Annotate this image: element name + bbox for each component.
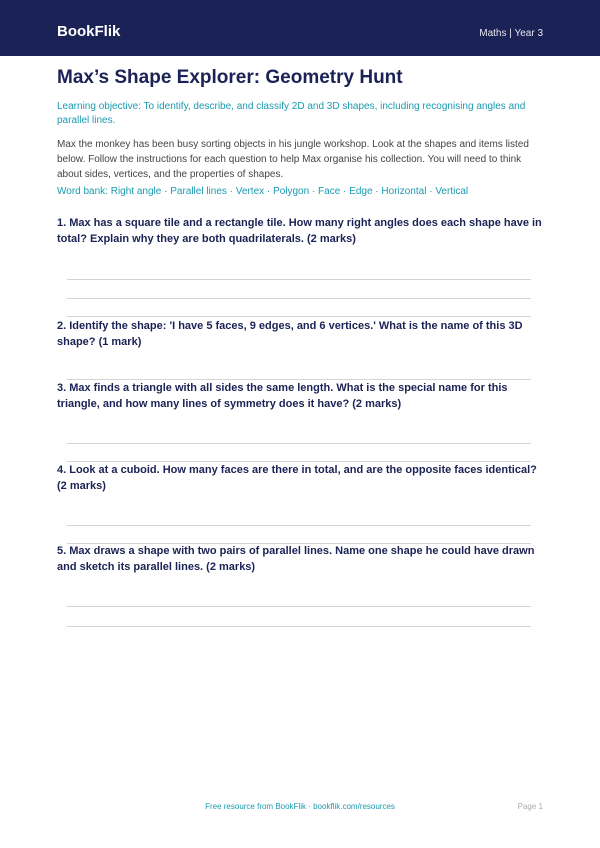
footer-source: Free resource from BookFlik · bookflik.com/resources	[205, 802, 395, 811]
question-5: 5. Max draws a shape with two pairs of parallel lines. Name one shape he could have drawn and sketch its parallel lines. (2 marks)	[57, 545, 535, 573]
answer-line[interactable]	[67, 279, 531, 280]
word-bank: Word bank: Right angle · Parallel lines · Vertex · Polygon · Face · Edge · Horizontal · Vertical	[57, 186, 469, 197]
answer-line[interactable]	[67, 316, 531, 317]
question-4: 4. Look at a cuboid. How many faces are there in total, and are the opposite faces identical? (2 marks)	[57, 464, 537, 492]
question-1: 1. Max has a square tile and a rectangle tile. How many right angles does each shape have in total? Explain why they are both quadrilaterals. (2 marks)	[57, 217, 542, 245]
answer-line[interactable]	[67, 443, 531, 444]
answer-line[interactable]	[67, 525, 531, 526]
intro-paragraph: Max the monkey has been busy sorting objects in his jungle workshop. Look at the shapes and items listed below. Follow the instructions for each question to help Max organise his collection. You will need to think about sides, vertices, and the properties of shapes.	[57, 139, 529, 180]
question-2: 2. Identify the shape: 'I have 5 faces, 9 edges, and 6 vertices.' What is the name of this 3D shape? (1 mark)	[57, 320, 523, 348]
header-bar	[0, 0, 600, 56]
page-number: Page 1	[517, 802, 543, 811]
answer-line[interactable]	[67, 626, 531, 627]
brand-logo-text: BookFlik	[57, 23, 121, 40]
answer-line[interactable]	[67, 606, 531, 607]
worksheet-title: Max’s Shape Explorer: Geometry Hunt	[57, 67, 403, 88]
question-3: 3. Max finds a triangle with all sides the same length. What is the special name for this triangle, and how many lines of symmetry does it have? (2 marks)	[57, 382, 508, 410]
learning-objective: Learning objective: To identify, describe, and classify 2D and 3D shapes, including recognising angles and parallel lines.	[57, 101, 526, 126]
subject-year-label: Maths | Year 3	[479, 28, 543, 39]
answer-line[interactable]	[67, 298, 531, 299]
